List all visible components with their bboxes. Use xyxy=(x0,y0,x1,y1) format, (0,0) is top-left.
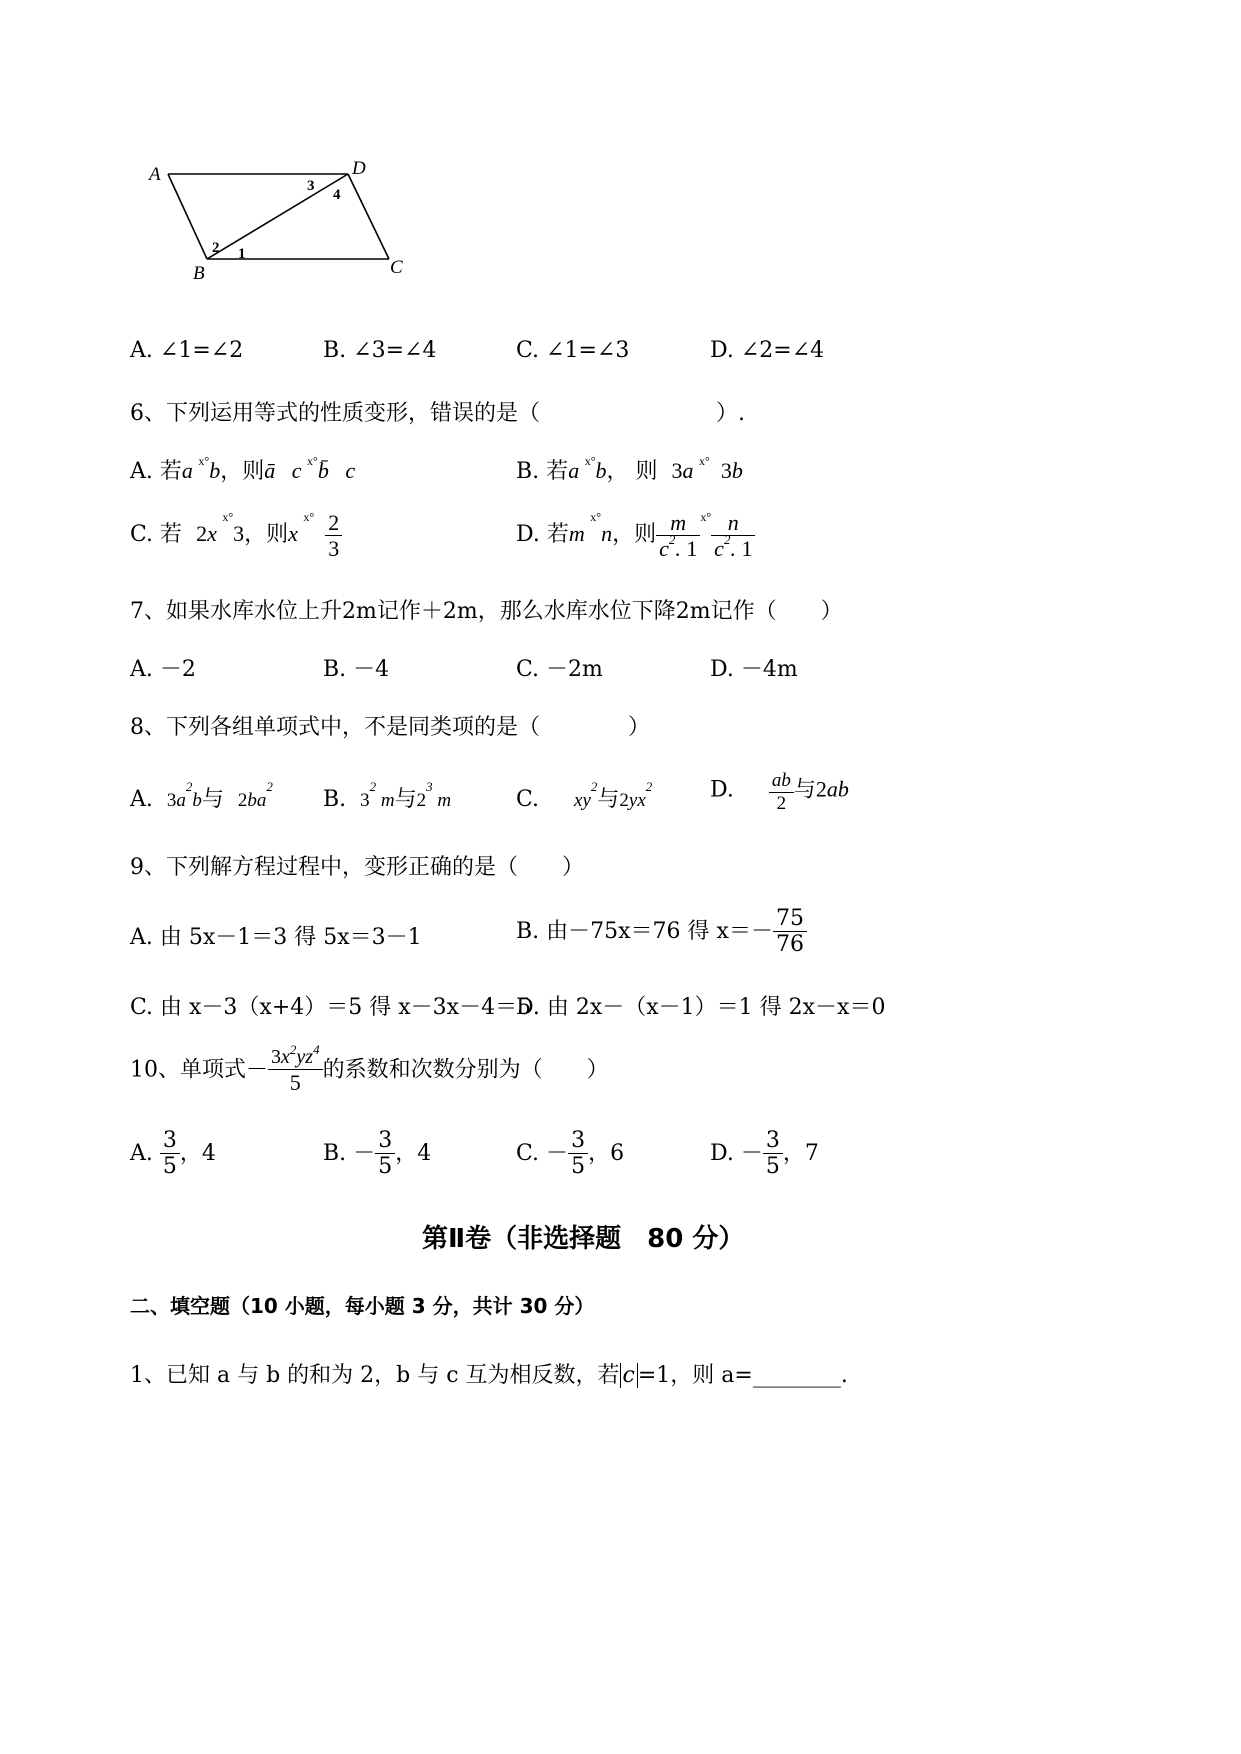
q8-option-a[interactable] xyxy=(130,779,273,813)
q8-option-d[interactable] xyxy=(710,770,849,815)
q6-option-d[interactable] xyxy=(516,510,755,562)
word-with: 与 xyxy=(201,787,224,812)
q10-option-a[interactable] xyxy=(130,1128,216,1180)
option-label: B. xyxy=(323,787,347,812)
word-with: 与 xyxy=(793,777,816,803)
word-then: ，则 xyxy=(612,521,657,547)
option-label: D. xyxy=(710,1140,734,1166)
option-label: B. xyxy=(323,1140,347,1166)
math-expr: $2ba^2$ xyxy=(237,779,273,811)
math-expr: $2yx^2$ xyxy=(619,779,653,811)
option-text: －4m xyxy=(740,657,798,682)
angle-label-4: 4 xyxy=(333,187,341,203)
math-expr: $\frac{m}{c^2. 1}$ $^{x^\circ}$ $\frac{n}{c^2. 1}$ xyxy=(656,521,755,546)
option-label: C. xyxy=(130,521,154,547)
word-if: 若 xyxy=(546,521,569,547)
fraction: $\frac{3}{5}$ xyxy=(375,1128,395,1180)
q5-option-c[interactable] xyxy=(516,338,629,363)
section-heading: 二、填空题（10 小题，每小题 3 分，共计 30 分） xyxy=(130,1294,595,1318)
math-expr: 2ab xyxy=(815,776,849,802)
angle-label-1: 1 xyxy=(238,246,246,262)
option-label: D. xyxy=(710,338,734,363)
q7-option-b[interactable] xyxy=(323,652,389,683)
math-expr: $3^2$ m xyxy=(360,779,395,811)
question-text: 1、已知 a 与 b 的和为 2，b 与 c 互为相反数，若 xyxy=(130,1363,620,1388)
parallelogram-figure xyxy=(140,150,430,290)
option-text: ∠3=∠4 xyxy=(353,338,437,363)
angle-label-2: 2 xyxy=(212,240,220,256)
option-text: －2m xyxy=(546,657,603,682)
degree: ，4 xyxy=(179,1140,216,1166)
math-expr: $3a^2b$ xyxy=(166,779,202,811)
option-label: A. xyxy=(130,459,153,484)
option-text: －4 xyxy=(353,657,390,682)
word-if: 若 xyxy=(546,459,569,484)
part-two-title: 第Ⅱ卷（非选择题 80 分） xyxy=(422,1224,745,1254)
q10-option-d[interactable] xyxy=(710,1128,819,1180)
q9-stem: 9、下列解方程过程中，变形正确的是（ ） xyxy=(130,855,584,880)
q6-option-c[interactable] xyxy=(130,510,342,562)
fraction: $\frac{75}{76}$ xyxy=(773,906,807,958)
option-label: C. xyxy=(516,1140,540,1166)
math-expr: $\frac{ab}{2}$ xyxy=(769,781,794,802)
math-expr: $2^3$ m xyxy=(416,779,452,811)
option-text: ∠2=∠4 xyxy=(740,338,825,363)
q9-option-a[interactable]: A. 由 5x－1＝3 得 5x＝3－1 xyxy=(130,925,422,950)
diagonal-bd xyxy=(207,174,348,259)
stem-suffix: 的系数和次数分别为（ ） xyxy=(322,1057,609,1083)
option-text: －2 xyxy=(159,657,196,682)
fill-question-1 xyxy=(130,1358,848,1389)
word-then: ，则 xyxy=(244,521,289,547)
point-label-b: B xyxy=(193,263,205,284)
math-expr: x $^{x^\circ}$ $\frac{2}{3}$ xyxy=(288,521,342,546)
q5-option-d[interactable] xyxy=(710,338,824,363)
math-expr: ā c $^{x^\circ}$b̄ c xyxy=(264,454,356,483)
word-if: 若 xyxy=(159,459,182,484)
q8-option-b[interactable] xyxy=(323,779,452,813)
word-if: 若 xyxy=(160,521,183,547)
word-then: ，则 xyxy=(220,459,265,484)
math-expr: m $^{x^\circ}$n xyxy=(568,510,613,546)
math-expr: a $^{x^\circ}$b xyxy=(568,454,607,483)
sign: － xyxy=(353,1140,376,1166)
option-label: B. xyxy=(323,338,347,363)
option-label: A. xyxy=(130,657,153,682)
angle-label-3: 3 xyxy=(307,178,315,194)
question-suffix: =1，则 a=________. xyxy=(637,1363,848,1388)
option-label: B. xyxy=(323,657,347,682)
q7-option-d[interactable] xyxy=(710,652,798,683)
word-with: 与 xyxy=(394,787,417,812)
degree: ，7 xyxy=(782,1140,819,1166)
option-text: B. 由－75x＝76 得 x＝－ xyxy=(516,918,773,944)
q9-option-d[interactable]: D. 由 2x－（x－1）＝1 得 2x－x＝0 xyxy=(516,995,886,1020)
sign: － xyxy=(740,1140,763,1166)
fraction: $\frac{3}{5}$ xyxy=(568,1128,588,1180)
option-label: C. xyxy=(516,787,540,812)
option-label: D. xyxy=(710,657,734,682)
option-label: A. xyxy=(130,338,153,363)
math-expr: 2x $^{x^\circ}$3 xyxy=(196,510,245,546)
option-label: C. xyxy=(516,657,540,682)
q10-option-c[interactable] xyxy=(516,1128,624,1180)
q8-option-c[interactable] xyxy=(516,779,653,813)
option-text: ∠1=∠3 xyxy=(546,338,630,363)
q9-option-b[interactable] xyxy=(516,906,807,958)
q10-option-b[interactable] xyxy=(323,1128,431,1180)
q10-stem xyxy=(130,1042,609,1095)
q6-option-a[interactable] xyxy=(130,454,355,485)
math-expr: 3a $^{x^\circ}$ 3b xyxy=(671,454,743,483)
math-expr: a $^{x^\circ}$b xyxy=(181,454,221,483)
stem-prefix: 10、单项式－ xyxy=(130,1057,268,1083)
sign: － xyxy=(546,1140,569,1166)
q7-stem: 7、如果水库水位上升2m记作＋2m，那么水库水位下降2m记作（ ） xyxy=(130,599,843,624)
q7-option-a[interactable] xyxy=(130,652,196,683)
q6-stem: 6、下列运用等式的性质变形，错误的是（ ）. xyxy=(130,401,745,426)
option-label: B. xyxy=(516,459,540,484)
option-label: A. xyxy=(130,1140,153,1166)
q5-option-a[interactable] xyxy=(130,338,243,363)
monomial-fraction: $\frac{3x^2yz^4}{5}$ xyxy=(268,1046,323,1095)
q7-option-c[interactable] xyxy=(516,652,603,683)
fraction: $\frac{3}{5}$ xyxy=(763,1128,783,1180)
edge-ab xyxy=(168,174,207,259)
q9-option-c[interactable]: C. 由 x－3（x+4）＝5 得 x－3x－4＝5 xyxy=(130,995,532,1020)
option-label: D. xyxy=(516,521,540,547)
q8-stem: 8、下列各组单项式中，不是同类项的是（ ） xyxy=(130,715,650,740)
point-label-a: A xyxy=(149,164,161,185)
degree: ，6 xyxy=(588,1140,625,1166)
point-label-c: C xyxy=(390,257,403,278)
point-label-d: D xyxy=(352,158,366,179)
option-label: D. xyxy=(710,777,734,803)
option-label: C. xyxy=(516,338,540,363)
q5-option-b[interactable] xyxy=(323,338,436,363)
option-label: A. xyxy=(130,787,153,812)
word-with: 与 xyxy=(597,787,620,812)
degree: ，4 xyxy=(395,1140,432,1166)
option-text: ∠1=∠2 xyxy=(159,338,244,363)
edge-dc xyxy=(348,174,389,259)
absolute-value-c: c xyxy=(620,1363,638,1388)
fraction: $\frac{3}{5}$ xyxy=(160,1128,180,1180)
q6-option-b[interactable] xyxy=(516,454,743,485)
word-then: ， 则 xyxy=(606,459,658,484)
math-expr: $xy^2$ xyxy=(574,779,598,811)
